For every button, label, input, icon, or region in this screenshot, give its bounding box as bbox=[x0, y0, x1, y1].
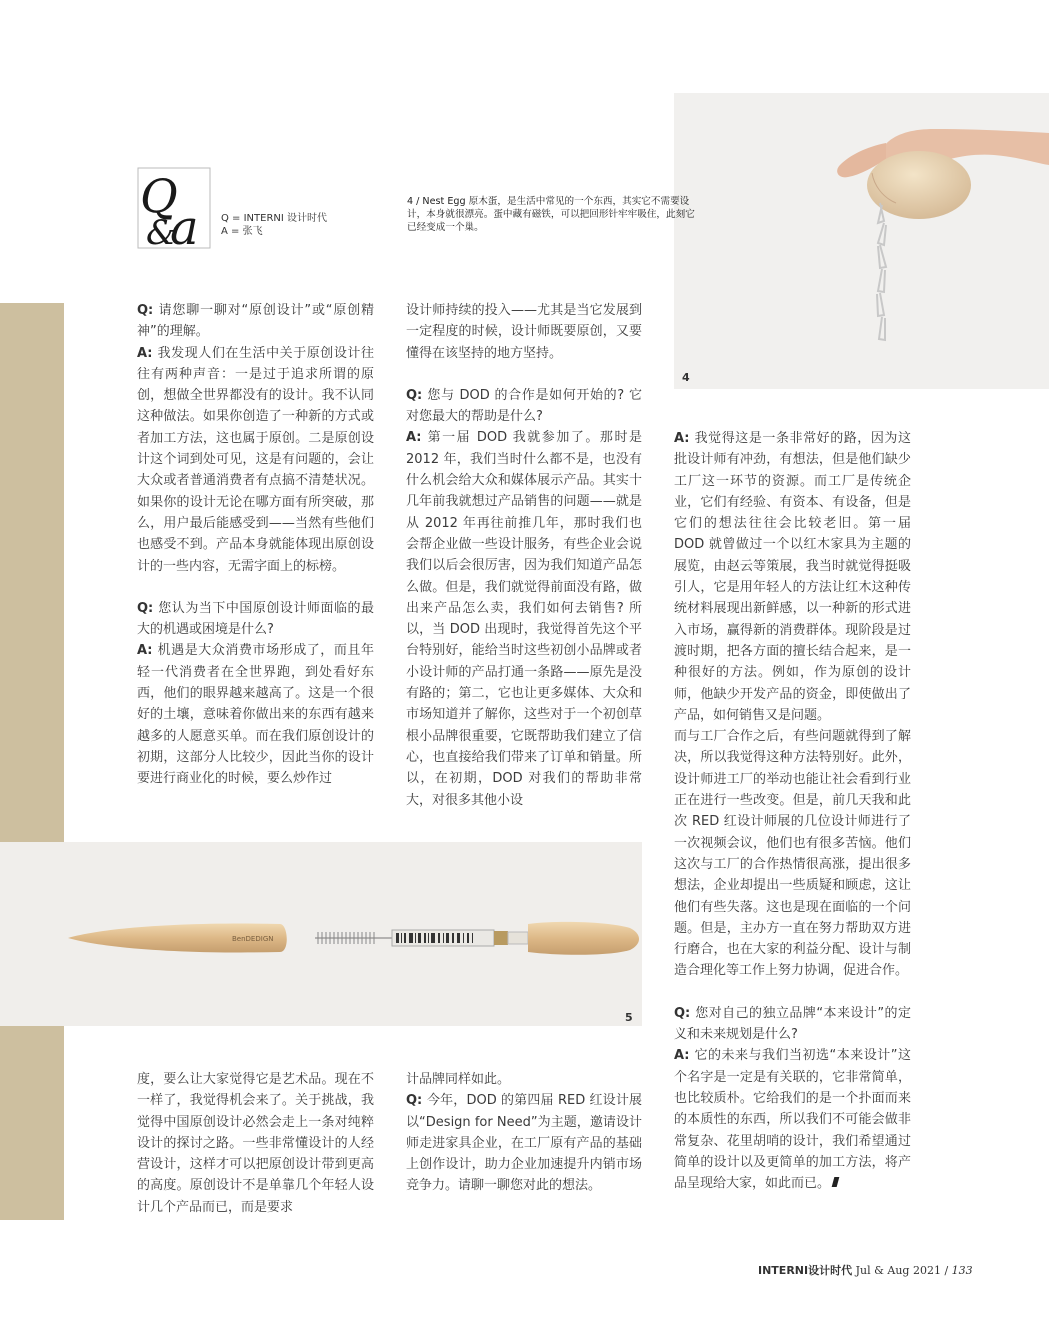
column-2-top bbox=[406, 300, 642, 811]
question-text: 您认为当下中国原创设计师面临的最大的机遇或困境是什么? bbox=[137, 600, 374, 638]
footer-brand: INTERNI设计时代 bbox=[758, 1264, 853, 1277]
qa-legend-q: Q = INTERNI 设计时代 bbox=[221, 213, 328, 224]
column-2-bottom bbox=[406, 1069, 642, 1197]
answer-text: 我发现人们在生活中关于原创设计往往有两种声音：一是过于追求所谓的原创，想做全世界都没有的设计。我不认同这种做法。如果你创造了一种新的方式或者加工方法，这也属于原创。二是原创设计这个词到处可见，这是有问题的，会让大众或者普通消费者有点搞不清楚状况。如果你的设计无论在哪方面有所突破，那么，用户最后能感受到——当然有些他们也感受不到。产品本身就能体现出原创设计的一些内容，无需字面上的标榜。 bbox=[137, 345, 374, 574]
nest-egg-photo bbox=[674, 93, 1049, 389]
answer-label: A: bbox=[674, 1048, 695, 1064]
wooden-pen-photo bbox=[0, 842, 642, 1026]
pen-brand-text: BenDEDIGN bbox=[232, 935, 274, 943]
decorative-side-band bbox=[0, 303, 64, 1220]
column-1-bottom bbox=[137, 1069, 374, 1218]
question-label: Q: bbox=[674, 1005, 696, 1021]
answer-label: A: bbox=[137, 345, 158, 361]
svg-text:&: & bbox=[146, 213, 177, 252]
qa-legend-a: A = 张飞 bbox=[221, 226, 263, 237]
page-number: 133 bbox=[951, 1264, 973, 1277]
question-label: Q: bbox=[406, 1093, 427, 1109]
question-label: Q: bbox=[406, 387, 428, 403]
qa-legend bbox=[221, 212, 327, 238]
page-footer bbox=[758, 1262, 973, 1278]
end-mark-icon bbox=[832, 1177, 840, 1187]
answer-label: A: bbox=[674, 431, 695, 446]
footer-issue: Jul & Aug 2021 / bbox=[852, 1264, 952, 1277]
question-text: 请您聊一聊对“原创设计”或“原创精神”的理解。 bbox=[137, 303, 374, 340]
svg-text:Q: Q bbox=[140, 169, 178, 223]
nest-egg-illustration bbox=[674, 93, 1049, 389]
question-label: Q: bbox=[137, 600, 159, 616]
figure-number-4: 4 bbox=[682, 371, 690, 384]
answer-text: 而与工厂合作之后，有些问题就得到了解决，所以我觉得这种方法特别好。此外，设计师进工厂的举动也能让社会看到行业正在进行一些改变。但是，前几天我和此次 RED 红设计师展的几位设计师进行了一次视频会议，他们也有很多苦恼。他们这次与工厂的合作热情很高涨，提出很多想法，企业却提出一些质疑和顾虑，这让他们有些失落。这也是现在面临的一个问题。但是，主办方一直在努力帮助双方进行磨合，也在大家的利益分配、设计与制造合理化等工作上努力协调，促进合作。 bbox=[674, 729, 911, 979]
column-1-top bbox=[137, 300, 374, 790]
question-text: 您与 DOD 的合作是如何开始的? 它对您最大的帮助是什么? bbox=[406, 387, 642, 425]
figure-number-5: 5 bbox=[625, 1011, 633, 1024]
answer-text: 我觉得这是一条非常好的路，因为这批设计师有冲劲，有想法，但是他们缺少工厂这一环节的资源。而工厂是传统企业，它们有经验、有资本、有设备，但是它们的想法往往会比较老旧。第一届 DOD 就曾做过一个以红木家具为主题的展览，由赵云等策展，我当时就觉得挺吸引人，它是用年轻人的方法让红木这种传统材料展现出新鲜感，以一种新的形式进入市场，赢得新的消费群体。现阶段是过渡时期，把各方面的擅长结合起来，是一种很好的方法。例如，作为原创的设计师，他缺少开发产品的资金，即使做出了产品，如何销售又是问题。 bbox=[674, 431, 911, 723]
question-text: 今年，DOD 的第四届 RED 红设计展以“Design for Need”为主题，邀请设计师走进家具企业，在工厂原有产品的基础上创作设计，助力企业加速提升内销市场竞争力。请聊一聊您对此的想法。 bbox=[406, 1093, 642, 1194]
svg-text:a: a bbox=[170, 200, 199, 252]
continued-text: 设计师持续的投入——尤其是当它发展到一定程度的时候，设计师既要原创，又要懂得在该坚持的地方坚持。 bbox=[406, 303, 642, 361]
answer-label: A: bbox=[137, 643, 158, 659]
question-text: 您对自己的独立品牌“本来设计”的定义和未来规划是什么? bbox=[674, 1005, 911, 1043]
question-label: Q: bbox=[137, 303, 159, 318]
continued-text: 度，要么让大家觉得它是艺术品。现在不一样了，我觉得机会来了。关于挑战，我觉得中国原创设计必然会走上一条对纯粹设计的探讨之路。一些非常懂设计的人经营设计，这样才可以把原创设计带到更高的高度。原创设计不是单靠几个年轻人设计几个产品而已，而是要求 bbox=[137, 1072, 374, 1215]
answer-text: 它的未来与我们当初选“本来设计”这个名字是一定是有关联的，它非常简单，也比较质朴。它给我们的是一个扑面而来的本质性的东西，所以我们不可能会做非常复杂、花里胡哨的设计，我们希望通过简单的设计以及更简单的加工方法，将产品呈现给大家，如此而已。 bbox=[674, 1048, 911, 1192]
answer-text: 第一届 DOD 我就参加了。那时是 2012 年，我们当时什么都不是，也没有什么机会给大众和媒体展示产品。其实十几年前我就想过产品销售的问题——就是从 2012 年再往前推几年，那时我们也会帮企业做一些设计服务，有些企业会说我们以后会很厉害，因为我们知道产品怎么做。但是，我们就觉得前面没有路，做出来产品怎么卖，我们如何去销售? 所以，当 DOD 出现时，我觉得首先这个平台特别好，能给当时这些初创小品牌或者小设计师的产品打通一条路——原先是没有路的；第二，它也让更多媒体、大众和市场知道并了解你，这些对于一个初创草根小品牌很重要，它既帮助我们建立了信心，也直接给我们带来了订单和销量。所以，在初期，DOD 对我们的帮助非常大，对很多其他小设 bbox=[406, 430, 642, 808]
qa-logo bbox=[136, 160, 212, 252]
column-3 bbox=[674, 428, 911, 1194]
answer-label: A: bbox=[406, 430, 428, 446]
figure-4-caption: 4 / Nest Egg 原木蛋，是生活中常见的一个东西，其实它不需要设计，本身就很漂亮。蛋中藏有磁铁，可以把回形针牢牢吸住，此刻它已经变成一个巢。 bbox=[407, 196, 695, 233]
continued-text: 计品牌同样如此。 bbox=[406, 1072, 511, 1087]
answer-text: 机遇是大众消费市场形成了，而且年轻一代消费者在全世界跑，到处看好东西，他们的眼界越来越高了。这是一个很好的土壤，意味着你做出来的东西有越来越多的人愿意买单。而在我们原创设计的初期，这部分人比较少，因此当你的设计要进行商业化的时候，要么炒作过 bbox=[137, 643, 374, 787]
